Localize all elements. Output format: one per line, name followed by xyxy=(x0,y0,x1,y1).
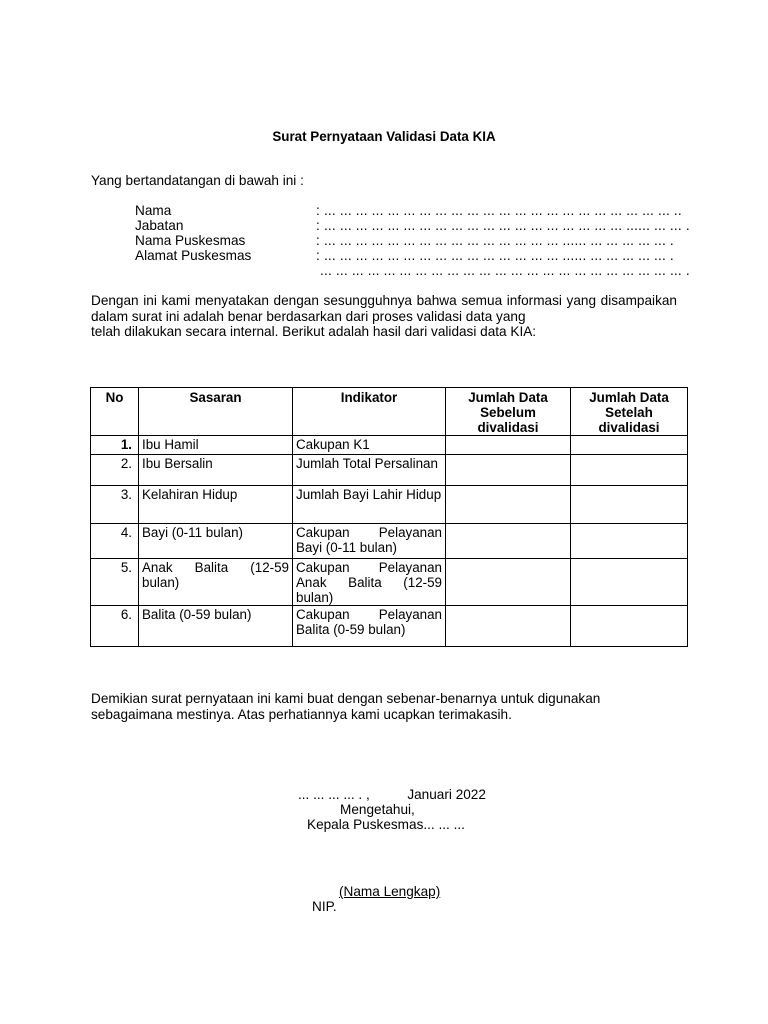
closing-paragraph xyxy=(91,691,677,722)
row-sebelum xyxy=(446,559,571,606)
row-indikator: Cakupan Pelayanan Balita (0-59 bulan) xyxy=(293,606,446,647)
field-label-nama: Nama xyxy=(135,203,172,218)
table-row xyxy=(91,436,688,455)
row-indikator: Cakupan Pelayanan Anak Balita (12-59 bulan) xyxy=(293,559,446,606)
table-row xyxy=(91,486,688,524)
signature-date: Januari 2022 xyxy=(407,787,486,802)
row-no: 5. xyxy=(91,559,139,606)
row-no: 3. xyxy=(91,486,139,524)
row-indikator: Jumlah Bayi Lahir Hidup xyxy=(293,486,446,524)
table-header-row xyxy=(91,388,688,436)
row-setelah xyxy=(571,436,688,455)
row-sasaran: Balita (0-59 bulan) xyxy=(139,606,293,647)
statement-paragraph xyxy=(91,293,677,340)
row-no: 6. xyxy=(91,606,139,647)
row-setelah xyxy=(571,559,688,606)
row-sebelum xyxy=(446,524,571,559)
header-sasaran: Sasaran xyxy=(139,388,293,436)
row-sasaran: Kelahiran Hidup xyxy=(139,486,293,524)
place-date-line xyxy=(298,787,486,803)
acknowledged-label: Mengetahui, xyxy=(340,802,415,817)
row-no: 1. xyxy=(91,436,139,455)
validation-table xyxy=(90,387,688,647)
field-dots-nama-puskesmas: : ... ... ... ... ... ... ... ... ... ... ... ... ... ... ... ...... ... ... ... ... ... . xyxy=(316,233,674,248)
row-indikator: Jumlah Total Persalinan xyxy=(293,455,446,486)
signatory-name-text: (Nama Lengkap) xyxy=(339,884,441,899)
row-sasaran: Anak Balita (12-59 bulan) xyxy=(139,559,293,606)
row-setelah xyxy=(571,606,688,647)
field-label-nama-puskesmas: Nama Puskesmas xyxy=(135,233,246,248)
closing-paragraph-body: Demikian surat pernyataan ini kami buat dengan sebenar-benarnya untuk digunakan xyxy=(91,691,601,706)
row-setelah xyxy=(571,455,688,486)
statement-paragraph-last-line: telah dilakukan secara internal. Berikut adalah hasil dari validasi data KIA: xyxy=(91,324,537,339)
field-dots-alamat-puskesmas: : ... ... ... ... ... ... ... ... ... ... ... ... ... ... ... ...... ... ... ... ... ... . xyxy=(316,248,674,263)
row-setelah xyxy=(571,524,688,559)
row-indikator: Cakupan Pelayanan Bayi (0-11 bulan) xyxy=(293,524,446,559)
row-sebelum xyxy=(446,486,571,524)
row-sasaran: Ibu Bersalin xyxy=(139,455,293,486)
header-jumlah-sebelum: Jumlah Data Sebelum divalidasi xyxy=(446,388,571,436)
row-indikator: Cakupan K1 xyxy=(293,436,446,455)
field-label-jabatan: Jabatan xyxy=(135,218,184,233)
table-row xyxy=(91,524,688,559)
signatory-name xyxy=(339,884,440,900)
field-dots-jabatan: : ... ... ... ... ... ... ... ... ... ... ... ... ... ... ... ... ... ... ... ...... ... ... . xyxy=(316,218,690,233)
nip-label: NIP. xyxy=(312,899,337,914)
field-dots-nama: : ... ... ... ... ... ... ... ... ... ... ... ... ... ... ... ... ... ... ... ... ... ... .. xyxy=(316,203,682,218)
table-row xyxy=(91,606,688,647)
field-dots-alamat-continuation: ... ... ... ... ... ... ... ... ... ... ... ... ... ... ... ... ... ... ... ... ... ... ... . xyxy=(320,263,690,278)
header-indikator: Indikator xyxy=(293,388,446,436)
row-sasaran: Bayi (0-11 bulan) xyxy=(139,524,293,559)
closing-paragraph-last-line: sebagaimana mestinya. Atas perhatiannya kami ucapkan terimakasih. xyxy=(91,706,512,722)
row-sebelum xyxy=(446,455,571,486)
row-setelah xyxy=(571,486,688,524)
statement-paragraph-body: Dengan ini kami menyatakan dengan sesungguhnya bahwa semua informasi yang disampaikan dalam surat ini adalah benar berdasarkan dari proses validasi data yang xyxy=(91,293,677,324)
head-position: Kepala Puskesmas... ... ... xyxy=(307,817,465,832)
row-sebelum xyxy=(446,606,571,647)
field-label-alamat-puskesmas: Alamat Puskesmas xyxy=(135,248,252,263)
header-jumlah-setelah: Jumlah Data Setelah divalidasi xyxy=(571,388,688,436)
row-no: 2. xyxy=(91,455,139,486)
place-dots: ... ... ... ... . , xyxy=(298,787,370,802)
row-sasaran: Ibu Hamil xyxy=(139,436,293,455)
table-row xyxy=(91,455,688,486)
header-no: No xyxy=(91,388,139,436)
intro-text: Yang bertandatangan di bawah ini : xyxy=(91,173,304,188)
document-title: Surat Pernyataan Validasi Data KIA xyxy=(272,129,496,144)
table-row xyxy=(91,559,688,606)
row-sebelum xyxy=(446,436,571,455)
row-no: 4. xyxy=(91,524,139,559)
